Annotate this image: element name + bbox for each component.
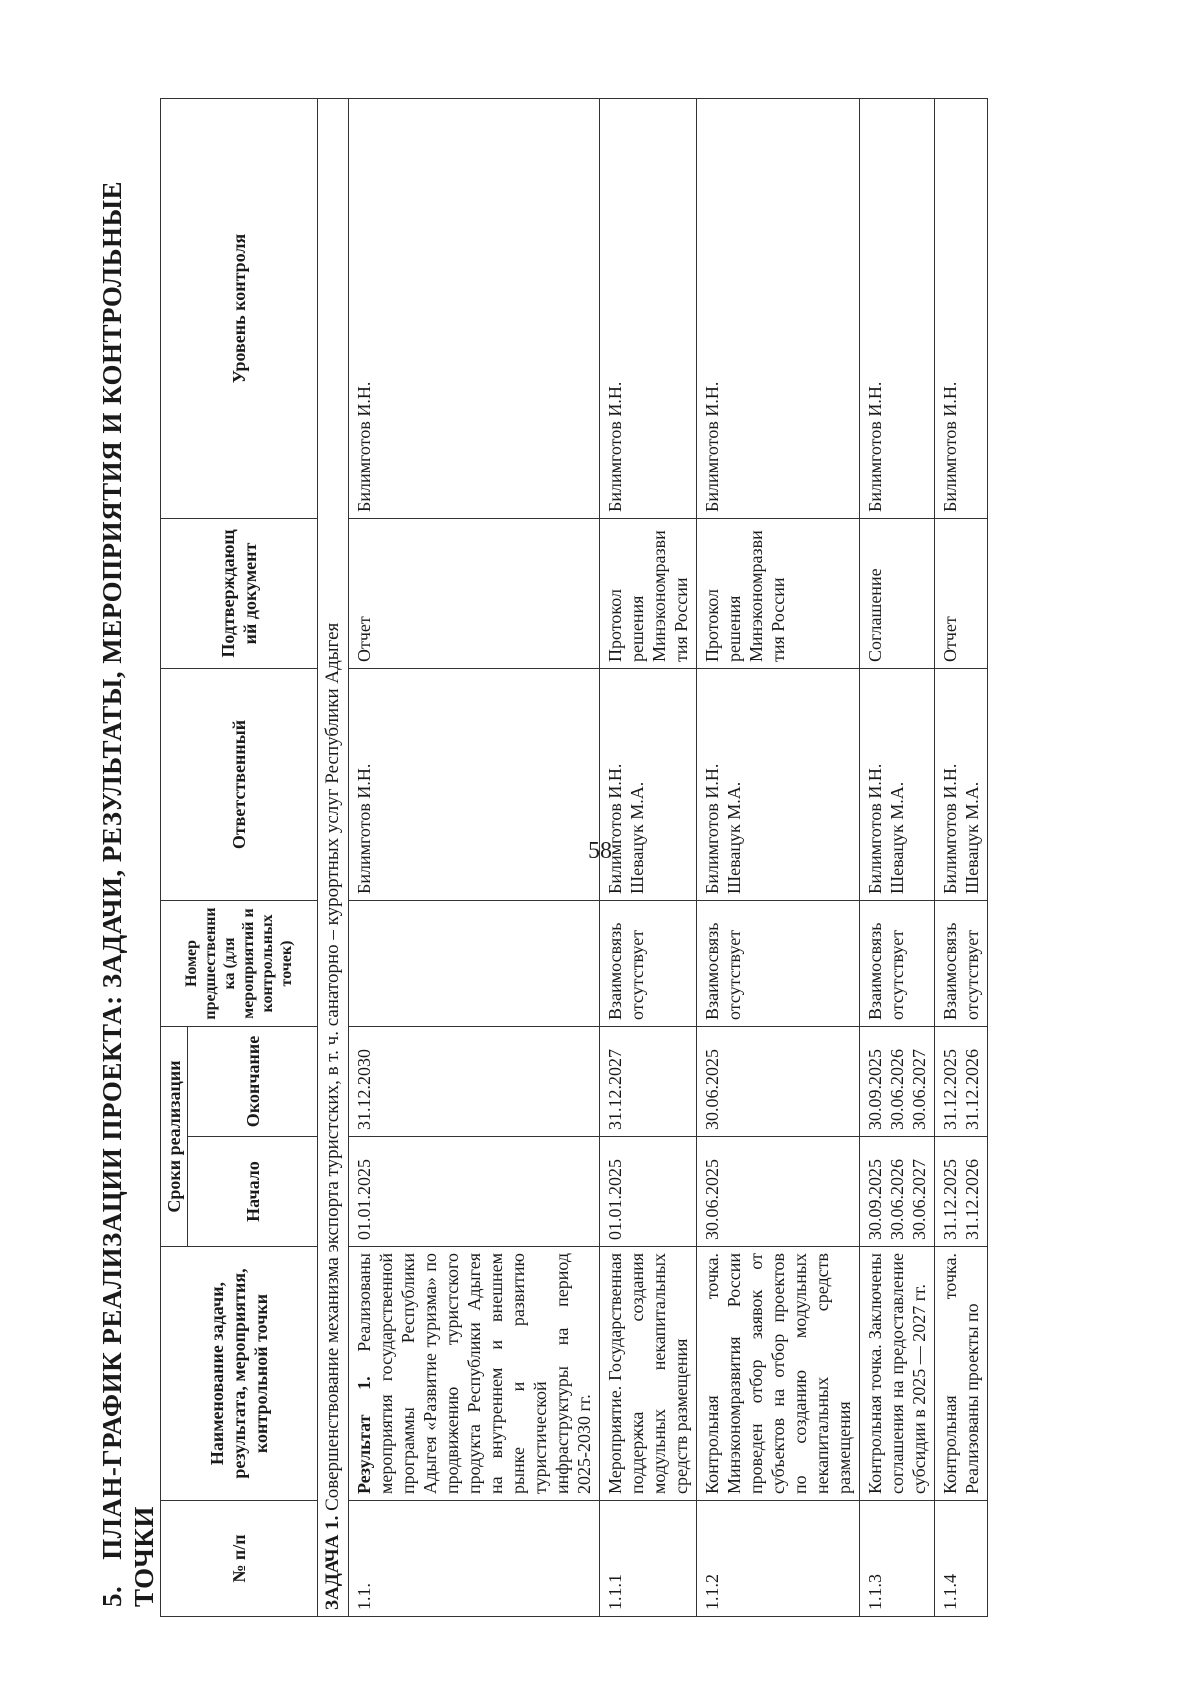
header-predecessor: Номер предшественника (для мероприятий и контрольных точек) <box>161 900 318 1026</box>
page-number: 58 <box>588 838 612 864</box>
row-document: Отчет <box>935 518 988 668</box>
row-start: 01.01.2025 <box>600 1137 697 1247</box>
row-start: 31.12.2025 31.12.2026 <box>935 1137 988 1247</box>
row-end: 30.06.2025 <box>697 1026 860 1136</box>
table-row <box>349 98 600 1616</box>
row-control: Билимготов И.Н. <box>600 98 697 518</box>
header-start: Начало <box>188 1137 318 1247</box>
row-start: 30.09.2025 30.06.2026 30.06.2027 <box>860 1137 935 1247</box>
plan-table <box>160 98 988 1617</box>
row-responsible: Билимготов И.Н. Шевацук М.А. <box>697 668 860 900</box>
row-control: Билимготов И.Н. <box>349 98 600 518</box>
row-num: 1.1. <box>349 1501 600 1617</box>
row-predecessor: Взаимосвязь отсутствует <box>860 900 935 1026</box>
row-predecessor: Взаимосвязь отсутствует <box>600 900 697 1026</box>
row-start: 30.06.2025 <box>697 1137 860 1247</box>
row-control: Билимготов И.Н. <box>935 98 988 518</box>
table-row <box>860 98 935 1616</box>
row-name: Контрольная точка. Заключены соглашения на предоставление субсидии в 2025 — 2027 гг. <box>860 1247 935 1501</box>
task-label: ЗАДАЧА 1. <box>322 1515 343 1610</box>
rotated-page <box>92 87 1102 1617</box>
row-document: Отчет <box>349 518 600 668</box>
row-end: 31.12.2025 31.12.2026 <box>935 1026 988 1136</box>
row-name: Контрольная точка. Минэкономразвития России проведен отбор заявок от субъектов на отбор проектов по созданию модульных некапитальных средств размещения <box>697 1247 860 1501</box>
row-control: Билимготов И.Н. <box>860 98 935 518</box>
row-start: 01.01.2025 <box>349 1137 600 1247</box>
row-responsible: Билимготов И.Н. Шевацук М.А. <box>860 668 935 900</box>
row-document: Протокол решения Минэкономразвития России <box>600 518 697 668</box>
table-row <box>935 98 988 1616</box>
table-row <box>697 98 860 1616</box>
row-document: Протокол решения Минэкономразвития России <box>697 518 860 668</box>
row-num: 1.1.1 <box>600 1501 697 1617</box>
row-end: 31.12.2027 <box>600 1026 697 1136</box>
row-num: 1.1.2 <box>697 1501 860 1617</box>
table-row <box>600 98 697 1616</box>
section-number: 5. <box>97 1585 127 1607</box>
header-document: Подтверждающий документ <box>161 518 318 668</box>
row-end: 30.09.2025 30.06.2026 30.06.2027 <box>860 1026 935 1136</box>
task-row <box>318 98 349 1616</box>
header-end: Окончание <box>188 1026 318 1136</box>
row-responsible: Билимготов И.Н. Шевацук М.А. <box>600 668 697 900</box>
header-control: Уровень контроля <box>161 98 318 518</box>
row-name: Контрольная точка. Реализованы проекты по <box>935 1247 988 1501</box>
row-control: Билимготов И.Н. <box>697 98 860 518</box>
row-responsible: Билимготов И.Н. Шевацук М.А. <box>935 668 988 900</box>
row-name: Мероприятие. Государственная поддержка создания модульных некапитальных средств размещения <box>600 1247 697 1501</box>
row-predecessor <box>349 900 600 1026</box>
row-name-text: Реализованы мероприятия государственной программы Республики Адыгея «Развитие туризма» по продвижению туристского продукта Республики Адыгея на внутреннем и внешнем рынке и развитию туристической инфраструктуры на период 2025-2030 гг. <box>354 1253 594 1494</box>
header-name: Наименование задачи, результата, мероприятия, контрольной точки <box>161 1247 318 1501</box>
row-document: Соглашение <box>860 518 935 668</box>
row-num: 1.1.3 <box>860 1501 935 1617</box>
header-num: № п/п <box>161 1501 318 1617</box>
row-name-bold: Результат 1. <box>354 1376 374 1494</box>
section-heading <box>96 107 160 1607</box>
task-cell <box>318 98 349 1616</box>
header-row <box>161 98 188 1616</box>
section-title: ПЛАН-ГРАФИК РЕАЛИЗАЦИИ ПРОЕКТА: ЗАДАЧИ, РЕЗУЛЬТАТЫ, МЕРОПРИЯТИЯ И КОНТРОЛЬНЫЕ ТОЧКИ <box>97 180 159 1607</box>
row-predecessor: Взаимосвязь отсутствует <box>935 900 988 1026</box>
header-terms: Сроки реализации <box>161 1026 188 1246</box>
row-end: 31.12.2030 <box>349 1026 600 1136</box>
row-num: 1.1.4 <box>935 1501 988 1617</box>
header-responsible: Ответственный <box>161 668 318 900</box>
row-predecessor: Взаимосвязь отсутствует <box>697 900 860 1026</box>
row-responsible: Билимготов И.Н. <box>349 668 600 900</box>
task-text: Совершенствование механизма экспорта туристских, в т. ч. санаторно – курортных услуг Республики Адыгея <box>322 622 343 1511</box>
row-name <box>349 1247 600 1501</box>
